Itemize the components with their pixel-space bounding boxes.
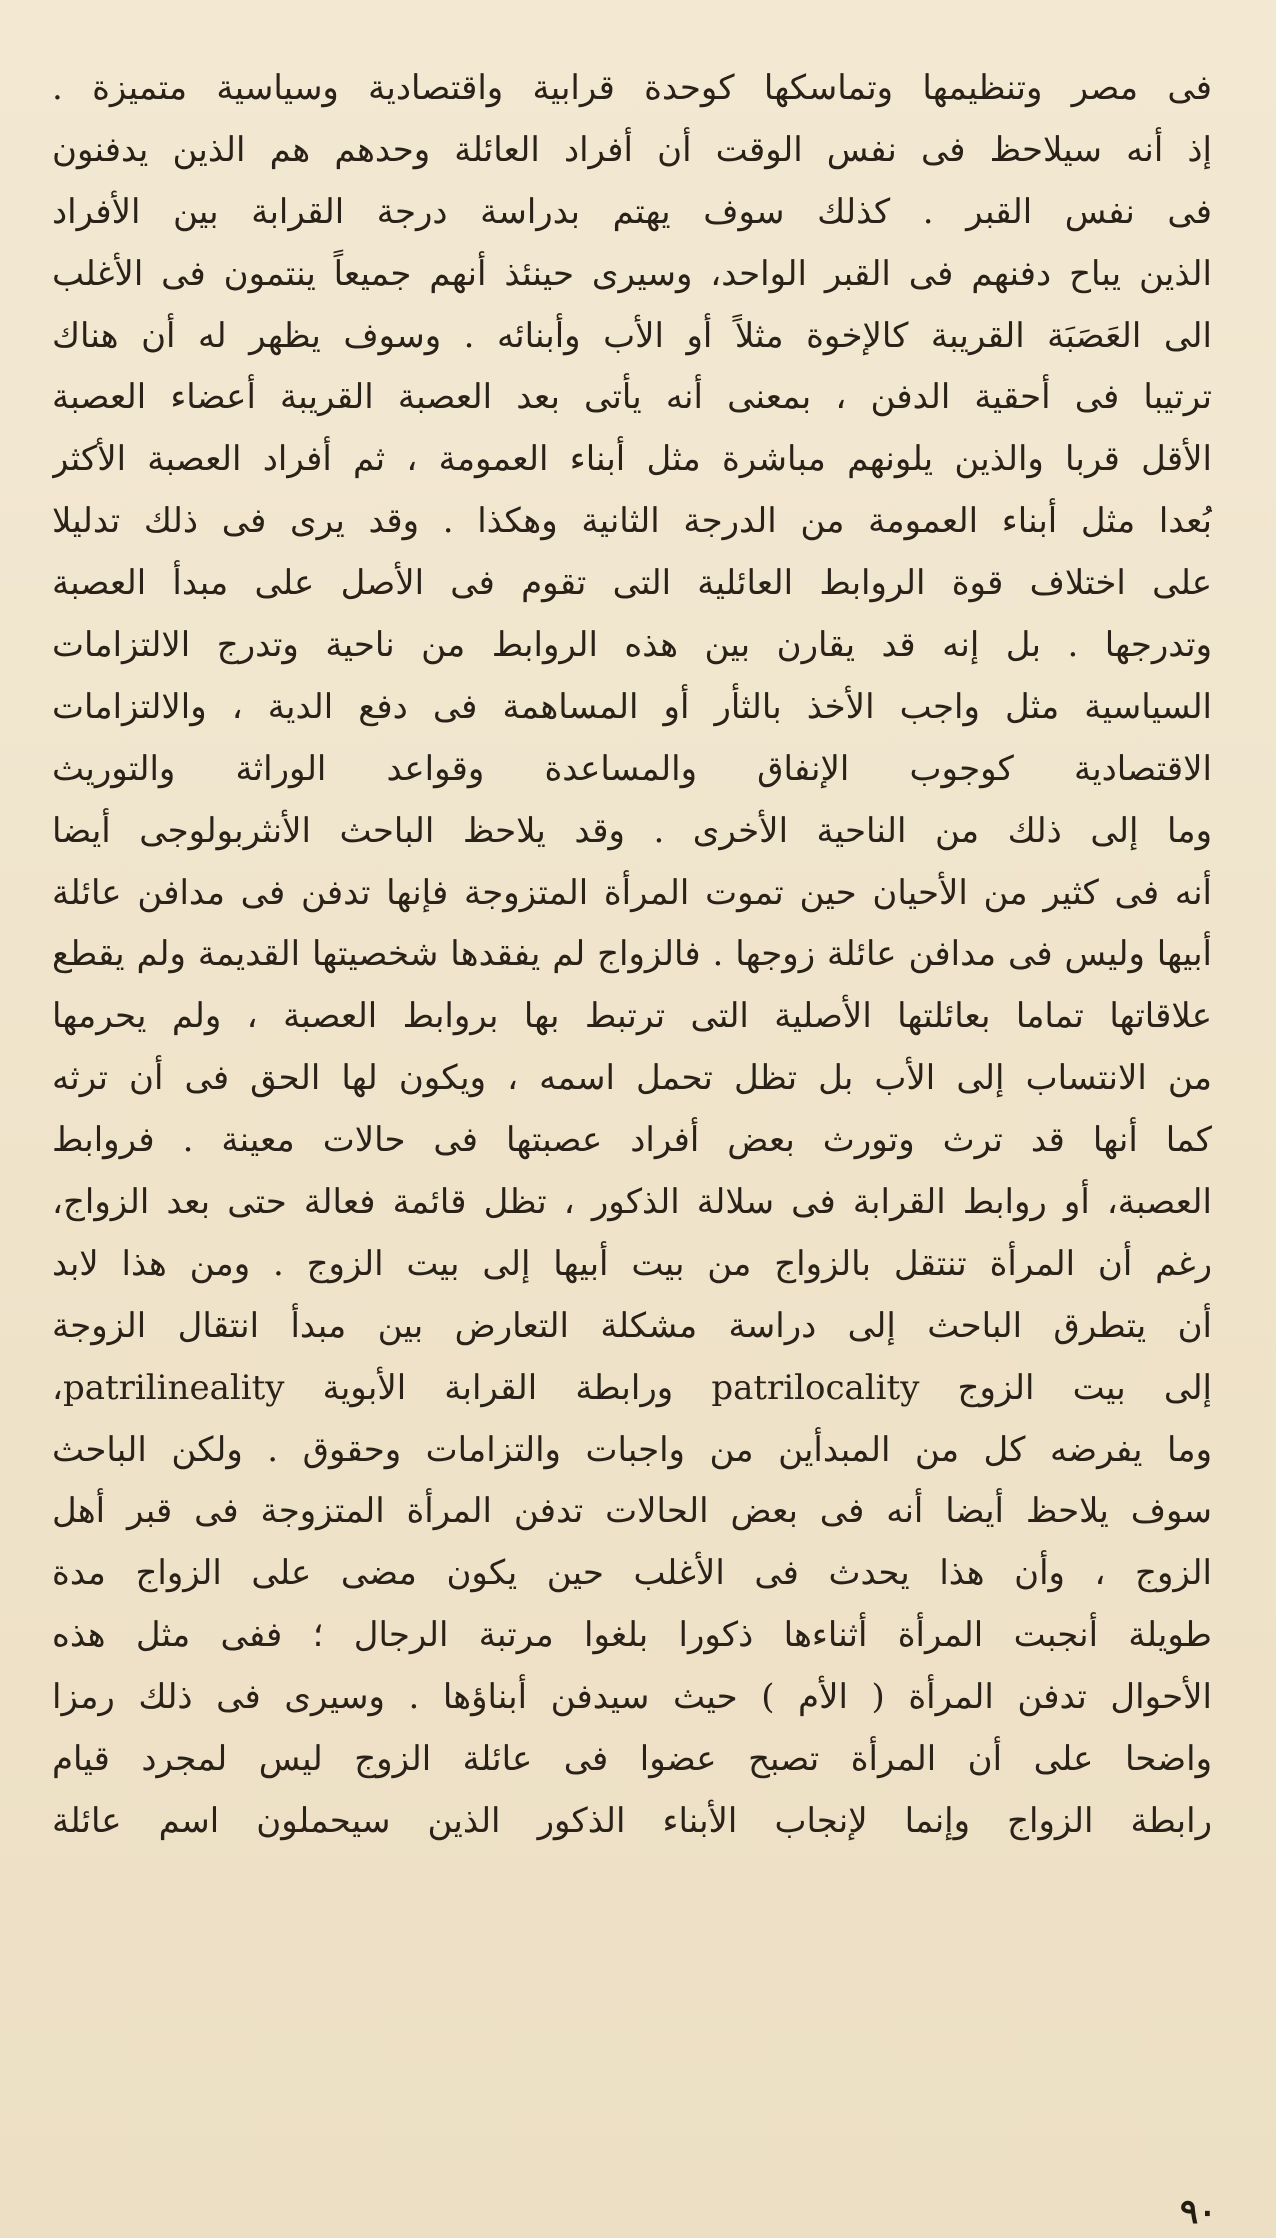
- body-text: [52, 58, 1212, 1853]
- text-line: من الانتساب إلى الأب بل تظل تحمل اسمه ، ويكون لها الحق فى أن ترثه: [52, 1058, 1212, 1099]
- text-line: فى مصر وتنظيمها وتماسكها كوحدة قرابية واقتصادية وسياسية متميزة .: [52, 68, 1212, 108]
- text-line: الى العَصَبَة القريبة كالإخوة مثلاً أو الأب وأبنائه . وسوف يظهر له أن هناك: [52, 315, 1212, 356]
- text-line: الأقل قربا والذين يلونهم مباشرة مثل أبناء العمومة ، ثم أفراد العصبة الأكثر: [52, 439, 1212, 480]
- page-number: ٩٠: [1180, 2192, 1217, 2232]
- text-line: أنه فى كثير من الأحيان حين تموت المرأة المتزوجة فإنها تدفن فى مدافن عائلة: [52, 872, 1212, 913]
- text-line: إلى بيت الزوج patrilocality ورابطة القرابة الأبوية patrilineality،: [52, 1367, 1212, 1408]
- text-line: على اختلاف قوة الروابط العائلية التى تقوم فى الأصل على مبدأ العصبة: [52, 563, 1212, 604]
- text-line: الاقتصادية كوجوب الإنفاق والمساعدة وقواعد الوراثة والتوريث: [52, 748, 1212, 789]
- text-line: وما إلى ذلك من الناحية الأخرى . وقد يلاحظ الباحث الأنثربولوجى أيضا: [52, 810, 1212, 851]
- text-line: رغم أن المرأة تنتقل بالزواج من بيت أبيها إلى بيت الزوج . ومن هذا لابد: [52, 1243, 1212, 1284]
- text-line: طويلة أنجبت المرأة أثناءها ذكورا بلغوا مرتبة الرجال ؛ ففى مثل هذه: [52, 1615, 1212, 1656]
- text-line: السياسية مثل واجب الأخذ بالثأر أو المساهمة فى دفع الدية ، والالتزامات: [52, 686, 1212, 727]
- text-line: العصبة، أو روابط القرابة فى سلالة الذكور ، تظل قائمة فعالة حتى بعد الزواج،: [52, 1182, 1212, 1223]
- text-line: بُعدا مثل أبناء العمومة من الدرجة الثانية وهكذا . وقد يرى فى ذلك تدليلا: [52, 501, 1212, 542]
- text-line: علاقاتها تماما بعائلتها الأصلية التى ترتبط بها بروابط العصبة ، ولم يحرمها: [52, 996, 1212, 1037]
- text-line: ترتيبا فى أحقية الدفن ، بمعنى أنه يأتى بعد العصبة القريبة أعضاء العصبة: [52, 377, 1212, 418]
- text-line: إذ أنه سيلاحظ فى نفس الوقت أن أفراد العائلة وحدهم هم الذين يدفنون: [52, 129, 1212, 170]
- text-line: الذين يباح دفنهم فى القبر الواحد، وسيرى حينئذ أنهم جميعاً ينتمون فى الأغلب: [52, 253, 1212, 294]
- text-line: فى نفس القبر . كذلك سوف يهتم بدراسة درجة القرابة بين الأفراد: [52, 191, 1212, 232]
- text-line: رابطة الزواج وإنما لإنجاب الأبناء الذكور الذين سيحملون اسم عائلة: [52, 1800, 1212, 1841]
- text-line: الزوج ، وأن هذا يحدث فى الأغلب حين يكون مضى على الزواج مدة: [52, 1553, 1212, 1594]
- text-line: الأحوال تدفن المرأة ( الأم ) حيث سيدفن أبناؤها . وسيرى فى ذلك رمزا: [52, 1677, 1212, 1718]
- text-line: أبيها وليس فى مدافن عائلة زوجها . فالزواج لم يفقدها شخصيتها القديمة ولم يقطع: [52, 934, 1212, 975]
- text-line: سوف يلاحظ أيضا أنه فى بعض الحالات تدفن المرأة المتزوجة فى قبر أهل: [52, 1491, 1212, 1532]
- text-line: أن يتطرق الباحث إلى دراسة مشكلة التعارض بين مبدأ انتقال الزوجة: [52, 1305, 1212, 1346]
- text-line: وما يفرضه كل من المبدأين من واجبات والتزامات وحقوق . ولكن الباحث: [52, 1429, 1212, 1470]
- text-line: واضحا على أن المرأة تصبح عضوا فى عائلة الزوج ليس لمجرد قيام: [52, 1739, 1212, 1780]
- text-line: كما أنها قد ترث وتورث بعض أفراد عصبتها فى حالات معينة . فروابط: [52, 1120, 1212, 1161]
- text-line: وتدرجها . بل إنه قد يقارن بين هذه الروابط من ناحية وتدرج الالتزامات: [52, 625, 1212, 666]
